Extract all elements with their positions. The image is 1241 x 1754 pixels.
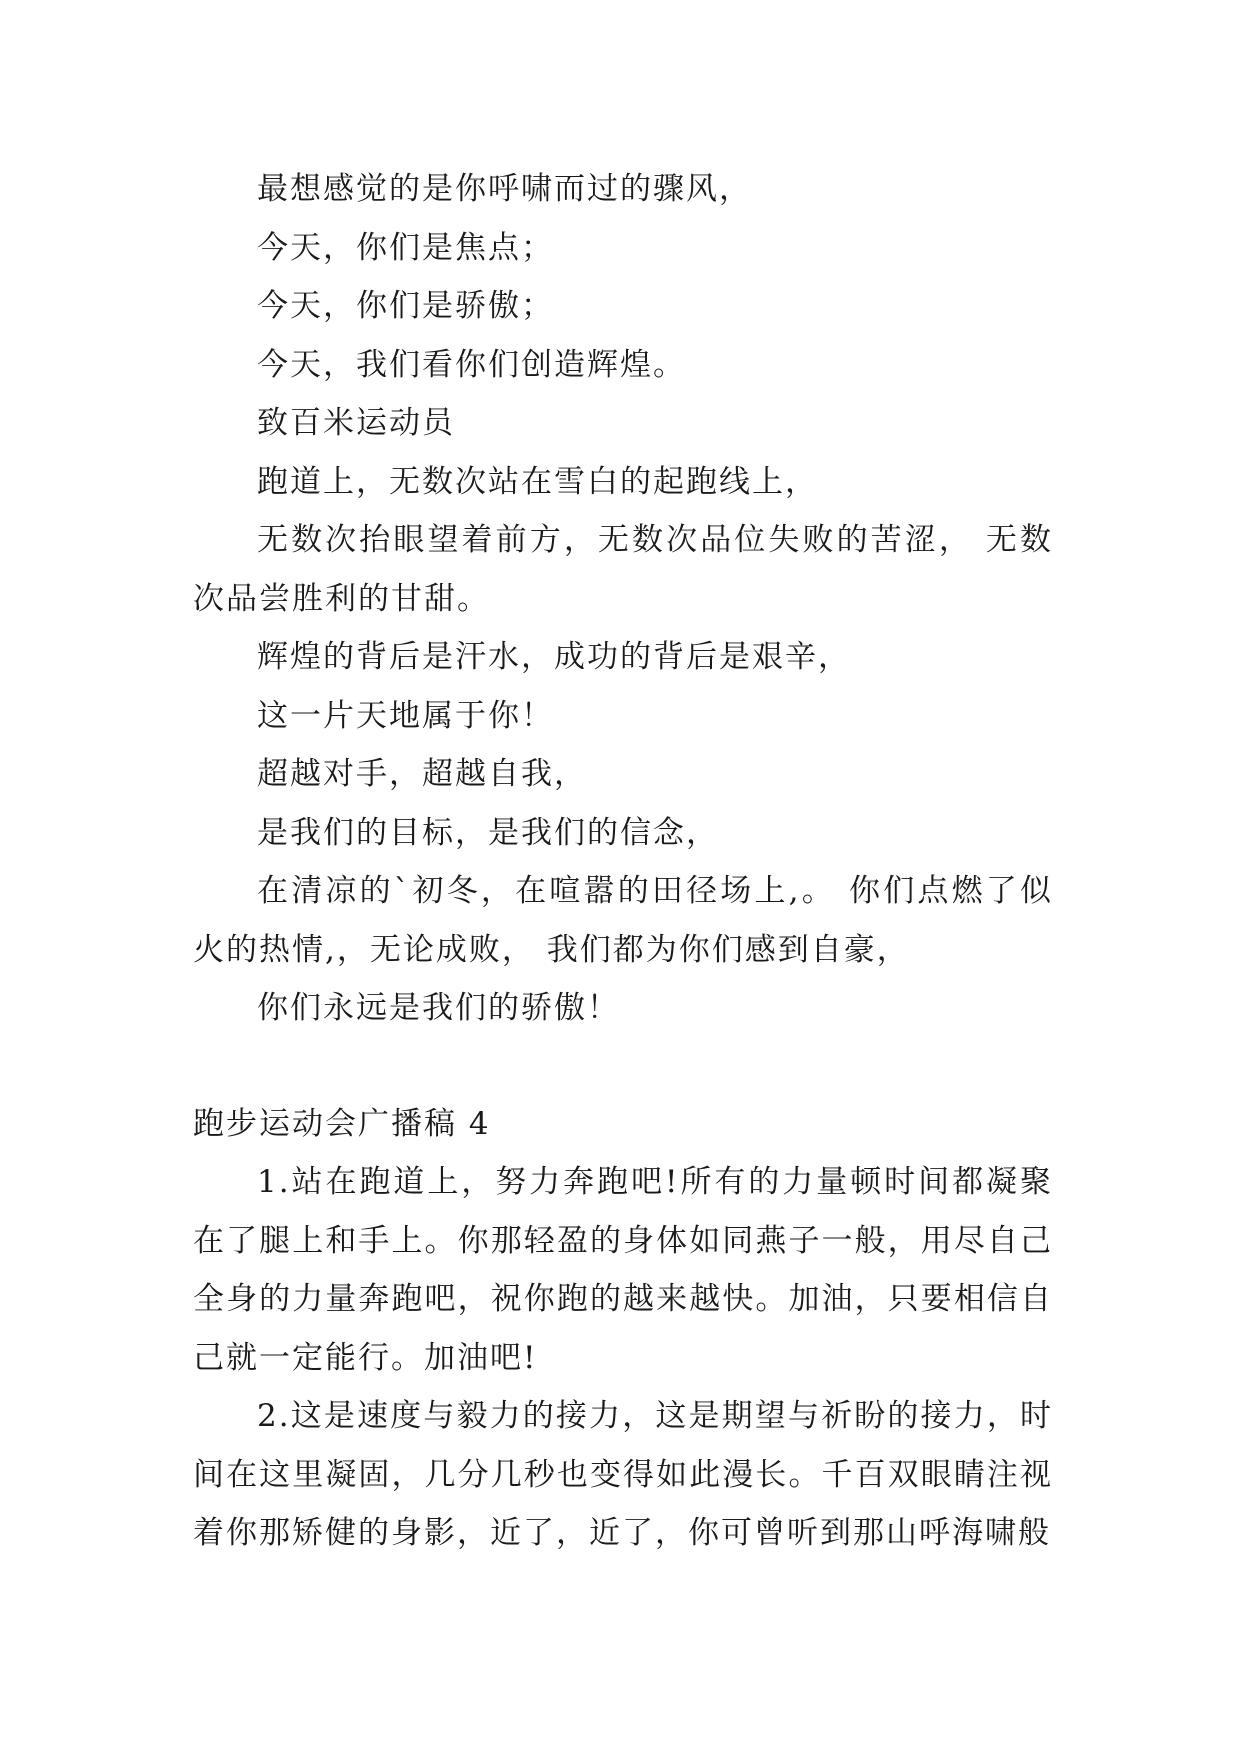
poem-line: 是我们的目标，是我们的信念， <box>257 814 719 851</box>
poem-line: 今天，你们是骄傲； <box>257 288 554 324</box>
poem-line: 辉煌的背后是汗水，成功的背后是艰辛， <box>257 639 851 675</box>
broadcast-item: 1.站在跑道上，努力奔跑吧!所有的力量顿时间都凝聚在了腿上和手上。你那轻盈的身体如同燕子一般，用尽自己全身的力量奔跑吧，祝你跑的越来越快。加油，只要相信自己就一定能行。加油吧! <box>193 1164 1053 1376</box>
poem-line: 今天，你们是焦点； <box>257 229 554 266</box>
poem-paragraph: 在清凉的`初冬，在喧嚣的田径场上,。 你们点燃了似火的热情,，无论成败， 我们都为你们感到自豪， <box>193 873 1053 968</box>
document-body <box>193 160 1053 1563</box>
section-spacer <box>193 1038 1053 1095</box>
poem-line: 跑道上，无数次站在雪白的起跑线上， <box>257 463 818 500</box>
poem-paragraph: 无数次抬眼望着前方，无数次品位失败的苦涩， 无数次品尝胜利的甘甜。 <box>193 522 1053 617</box>
poem-line: 最想感觉的是你呼啸而过的骤风， <box>257 171 752 207</box>
poem-closing-line: 你们永远是我们的骄傲！ <box>257 990 620 1026</box>
poem-line: 这一片天地属于你！ <box>257 697 554 734</box>
poem-line: 超越对手，超越自我， <box>257 756 587 792</box>
section-title: 跑步运动会广播稿 4 <box>193 1105 491 1142</box>
poem-line: 今天，我们看你们创造辉煌。 <box>257 346 686 383</box>
poem-subtitle: 致百米运动员 <box>257 405 455 441</box>
broadcast-item: 2.这是速度与毅力的接力，这是期望与祈盼的接力，时间在这里凝固，几分几秒也变得如此漫长。千百双眼睛注视着你那矫健的身影，近了，近了，你可曾听到那山呼海啸般 <box>193 1398 1053 1551</box>
